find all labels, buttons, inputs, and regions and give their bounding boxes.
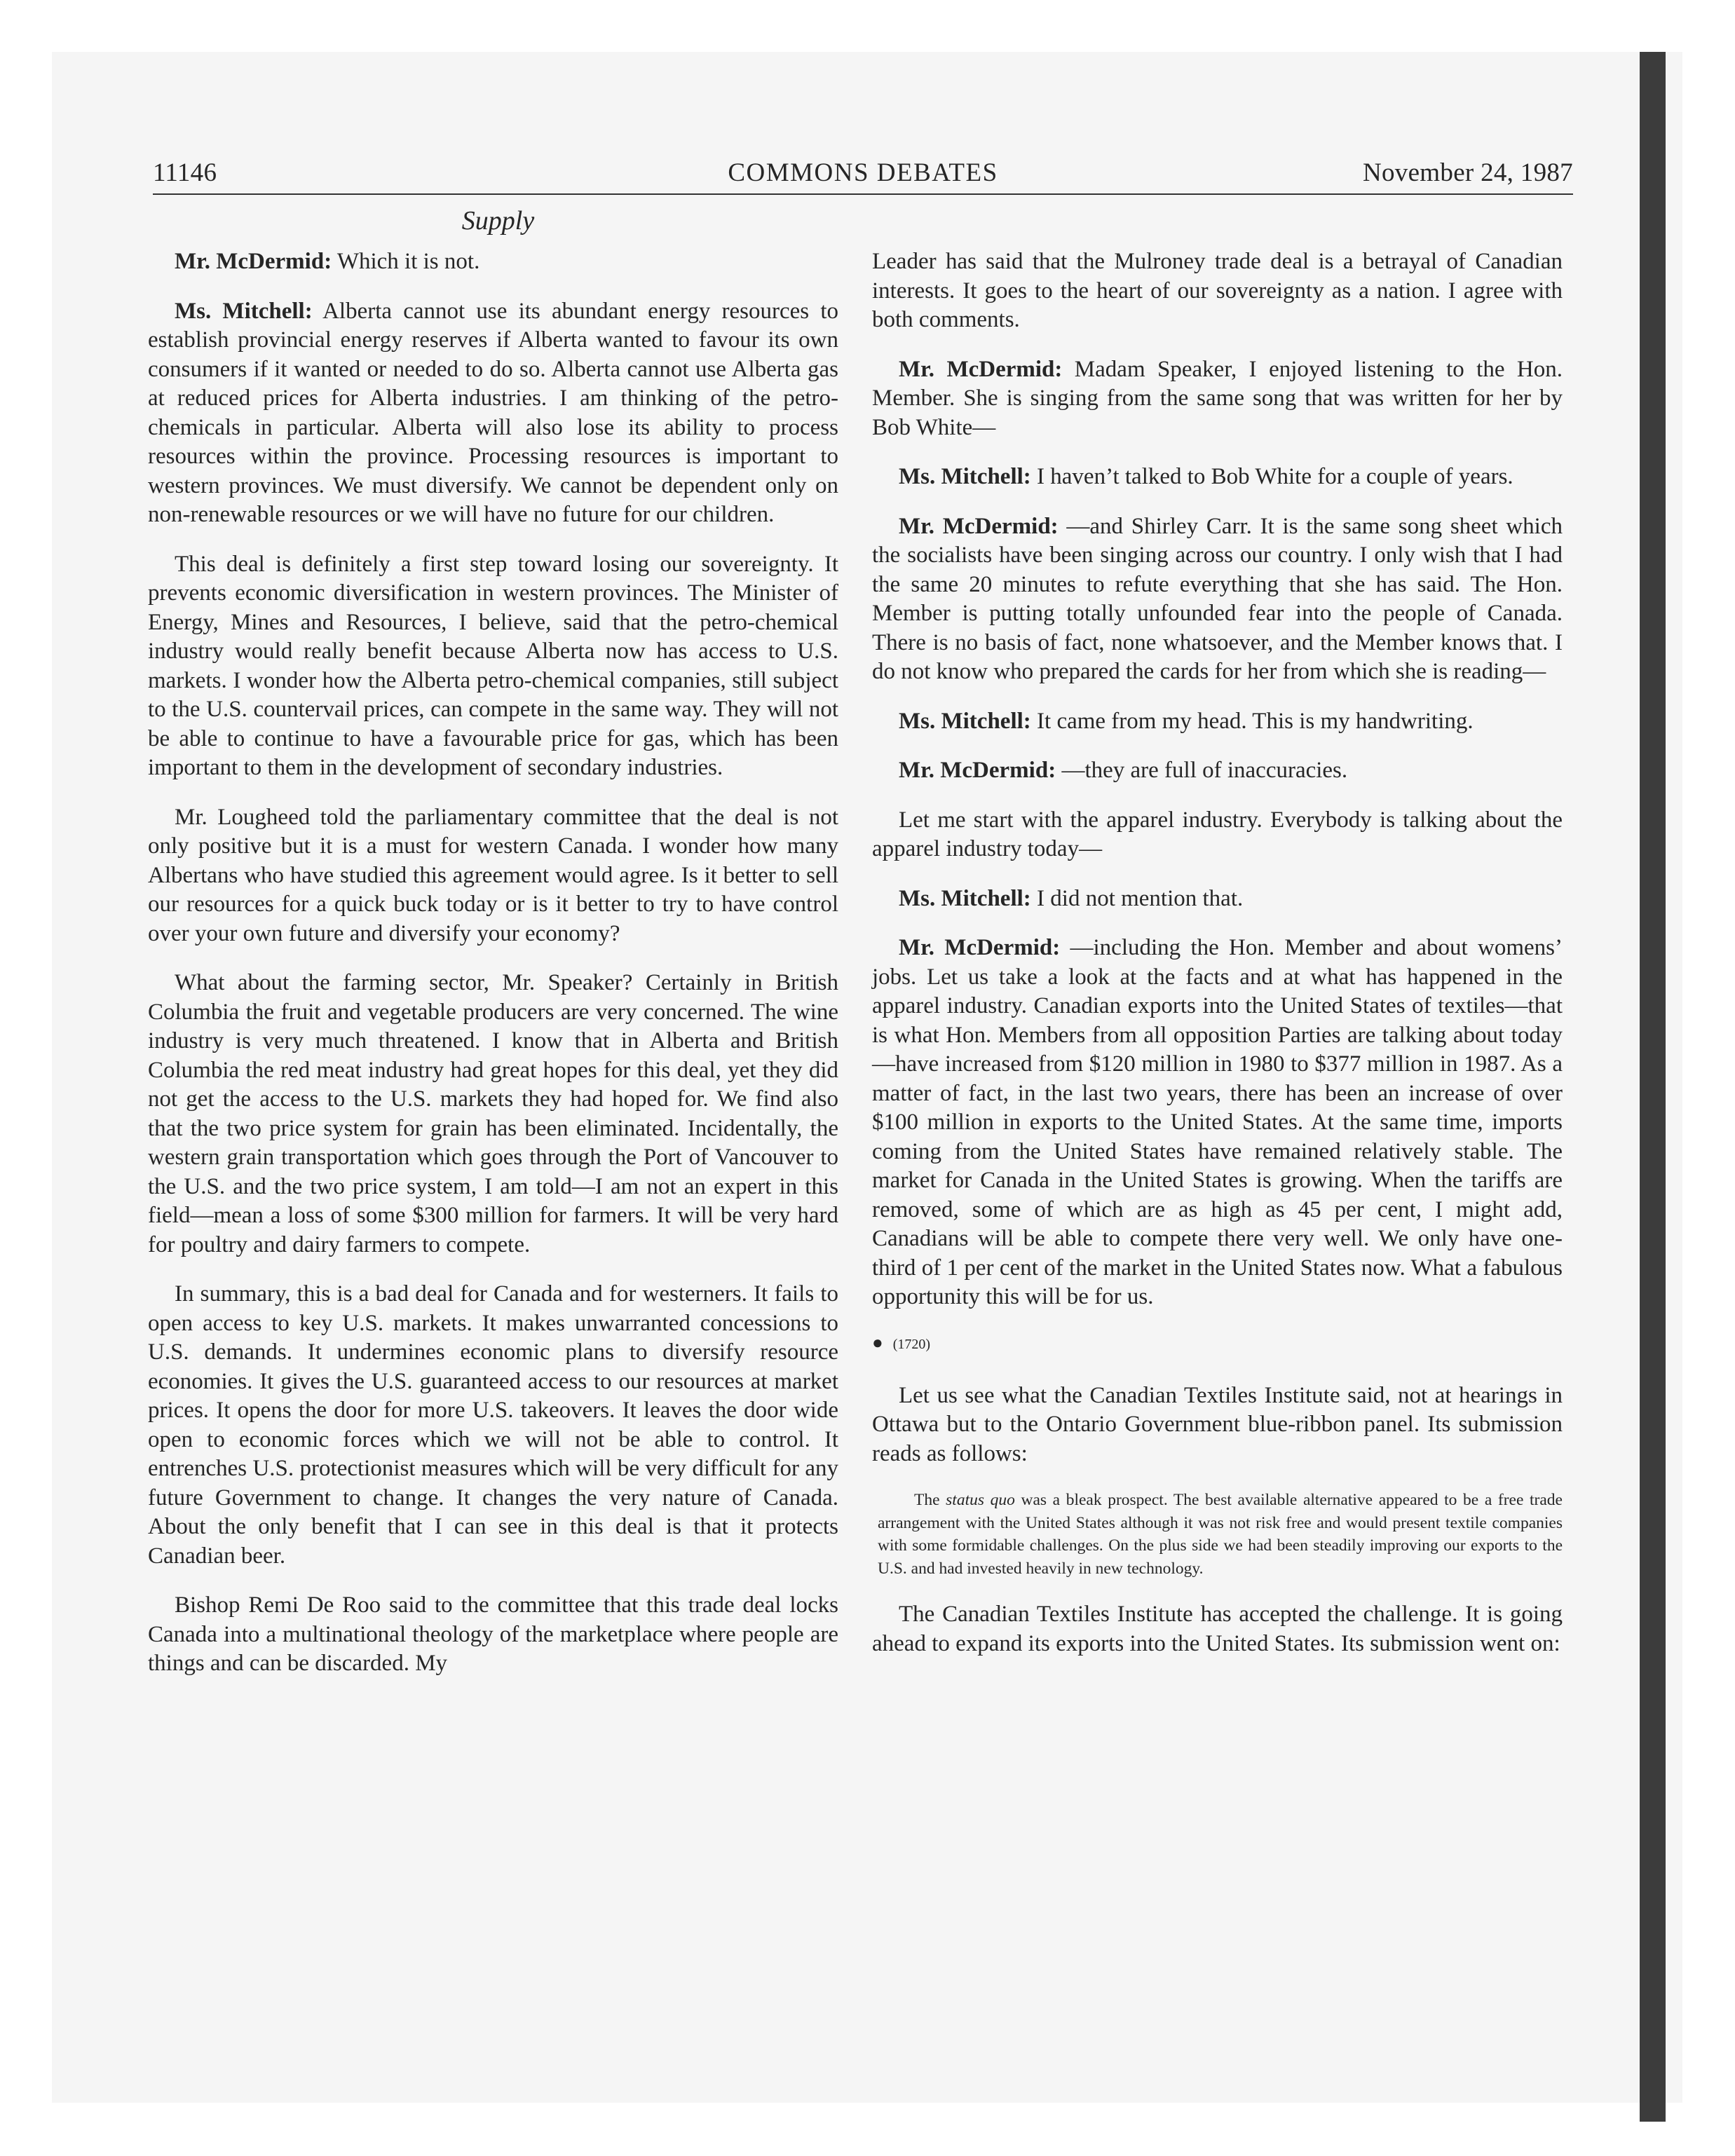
paragraph: Let me start with the apparel industry. Everybody is talking about the apparel industry today—: [872, 807, 1563, 861]
paragraph: [872, 512, 1563, 687]
paragraph: Mr. Lougheed told the parliamentary committee that the deal is not only positive but it is a must for western Canada. I wonder how many Albertans who have studied this agreement would agree. Is it better to sell our resources for a quick buck today or is it better to try to have control over your own future and diversify your economy?: [148, 804, 838, 946]
paragraph: [872, 463, 1563, 492]
speaker-name: Mr. McDermid:: [899, 513, 1059, 539]
left-column: [148, 247, 838, 1699]
speech-text: I did not mention that.: [1030, 885, 1244, 911]
paragraph: This deal is definitely a first step toward losing our sovereignty. It prevents economic diversification in western provinces. The Minister of Energy, Mines and Resources, I believe, said that the petro-chemical industry would really benefit because Alberta now has access to U.S. markets. I wonder how the Alberta petro-chemical companies, still subject to the U.S. countervail prices, can compete in the same way. They will not be able to continue to have a favourable price for gas, which has been important to them in the development of secondary industries.: [148, 551, 838, 780]
paragraph-continuation: Leader has said that the Mulroney trade deal is a betrayal of Canadian interests. It goes to the heart of our sovereignty as a nation. I agree with both comments.: [872, 249, 1563, 332]
quote-text: was a bleak prospect. The best available alternative appeared to be a free trade arrangement with the United States although it was not risk free and would present textile companies with some formidable challenges. On the plus side we had been steadily improving our exports to the U.S. and had invested heavily in new technology.: [878, 1491, 1563, 1578]
block-quote: [872, 1489, 1563, 1580]
paragraph: The Canadian Textiles Institute has accepted the challenge. It is going ahead to expand its exports into the United States. Its submission went on:: [872, 1602, 1563, 1656]
publication-title: COMMONS DEBATES: [728, 158, 998, 187]
speaker-name: Ms. Mitchell:: [899, 464, 1031, 489]
paragraph: What about the farming sector, Mr. Speaker? Certainly in British Columbia the fruit and vegetable producers are very concerned. The wine industry is very much threatened. I know that in Alberta and British Columbia the red meat industry had great hopes for this deal, yet they did not get the access to the U.S. markets they had hoped for. We find also that the two price system for grain has been eliminated. Incidentally, the western grain transportation which goes through the Port of Vancouver to the U.S. and the two price system, I am told—I am not an expert in this field—mean a loss of some $300 million for farmers. It will be very hard for poultry and dairy farmers to compete.: [148, 970, 838, 1257]
time-marker-text: (1720): [892, 1336, 931, 1352]
bullet-icon: ●: [872, 1332, 883, 1353]
speaker-name: Ms. Mitchell:: [899, 885, 1031, 911]
time-marker: [872, 1332, 1563, 1355]
speech-text: —including the Hon. Member and about womens’ jobs. Let us take a look at the facts and at what has happened in the apparel industry. Canadian exports into the United States of textiles—that is what Hon. Members from all opposition Parties are talking about today—have increased from $120 million in 1980 to $377 million in 1987. As a matter of fact, in the last two years, there has been an increase of over $100 million in exports to the United States. At the same time, imports coming from the United States have remained relatively stable. The market for Canada in the United States is growing. When the tariffs are removed, some of which are as high as 45 per cent, I might add, Canadians will be able to compete there very well. We only have one-third of 1 per cent of the market in the United States now. What a fabulous opportunity this will be for us.: [872, 935, 1563, 1309]
speech-text: —and Shirley Carr. It is the same song sheet which the socialists have been singing across our country. I only wish that I had the same 20 minutes to refute everything that she has said. The Hon. Member is putting totally unfounded fear into the people of Canada. There is no basis of fact, none whatsoever, and the Member knows that. I do not know who prepared the cards for her from which she is reading—: [872, 513, 1563, 684]
page-number: 11146: [153, 158, 217, 187]
section-heading: Supply: [461, 206, 535, 236]
paragraph: [872, 707, 1563, 737]
speech-text: Which it is not.: [332, 249, 480, 274]
speech-text: I haven’t talked to Bob White for a couple of years.: [1030, 464, 1513, 489]
paragraph: Bishop Remi De Roo said to the committee that this trade deal locks Canada into a multinational theology of the marketplace where people are things and can be discarded. My: [148, 1592, 838, 1676]
publication-date: November 24, 1987: [1362, 158, 1573, 187]
speech-text: It came from my head. This is my handwriting.: [1030, 708, 1474, 734]
speaker-name: Mr. McDermid:: [899, 356, 1063, 382]
paragraph: [872, 756, 1563, 786]
paragraph: Let us see what the Canadian Textiles Institute said, not at hearings in Ottawa but to the Ontario Government blue-ribbon panel. Its submission reads as follows:: [872, 1382, 1563, 1466]
speech-text: —they are full of inaccuracies.: [1056, 758, 1348, 783]
speech-text: Madam Speaker, I enjoyed listening to the Hon. Member. She is singing from the same song that was written for her by Bob White—: [872, 356, 1563, 440]
right-column: [872, 247, 1563, 1679]
speech-text: Alberta cannot use its abundant energy resources to establish provincial energy reserves if Alberta wanted to favour its own consumers if it wanted or needed to do so. Alberta cannot use Alberta gas at reduced prices for Alberta industries. I am thinking of the petro-chemicals in particular. Alberta will also lose its ability to process resources within the province. Processing resources is important to western provinces. We must diversify. We cannot be dependent only on non-renewable resources or we will have no future for our children.: [148, 298, 838, 527]
page-header: [153, 156, 1573, 195]
quote-italic: status quo: [946, 1491, 1015, 1509]
paragraph: [872, 885, 1563, 914]
paragraph: [148, 247, 838, 277]
speaker-name: Mr. McDermid:: [175, 249, 332, 274]
speaker-name: Mr. McDermid:: [899, 935, 1061, 960]
paragraph: [872, 934, 1563, 1312]
scan-edge-bar: [1640, 52, 1666, 2122]
paragraph: [872, 355, 1563, 443]
paragraph: In summary, this is a bad deal for Canada and for westerners. It fails to open access to key U.S. markets. It makes unwarranted concessions to U.S. demands. It undermines economic plans to diversify resource economies. It gives the U.S. guaranteed access to our resources at market prices. It opens the door for more U.S. takeovers. It leaves the door wide open to economic forces which we will not be able to control. It entrenches U.S. protectionist measures which will be very difficult for any future Government to change. It changes the very nature of Canada. About the only benefit that I can see in this deal is that it protects Canadian beer.: [148, 1281, 838, 1569]
speaker-name: Ms. Mitchell:: [175, 298, 313, 324]
paragraph: [148, 297, 838, 530]
speaker-name: Ms. Mitchell:: [899, 708, 1031, 734]
speaker-name: Mr. McDermid:: [899, 758, 1056, 783]
quote-lead: The: [914, 1491, 946, 1509]
